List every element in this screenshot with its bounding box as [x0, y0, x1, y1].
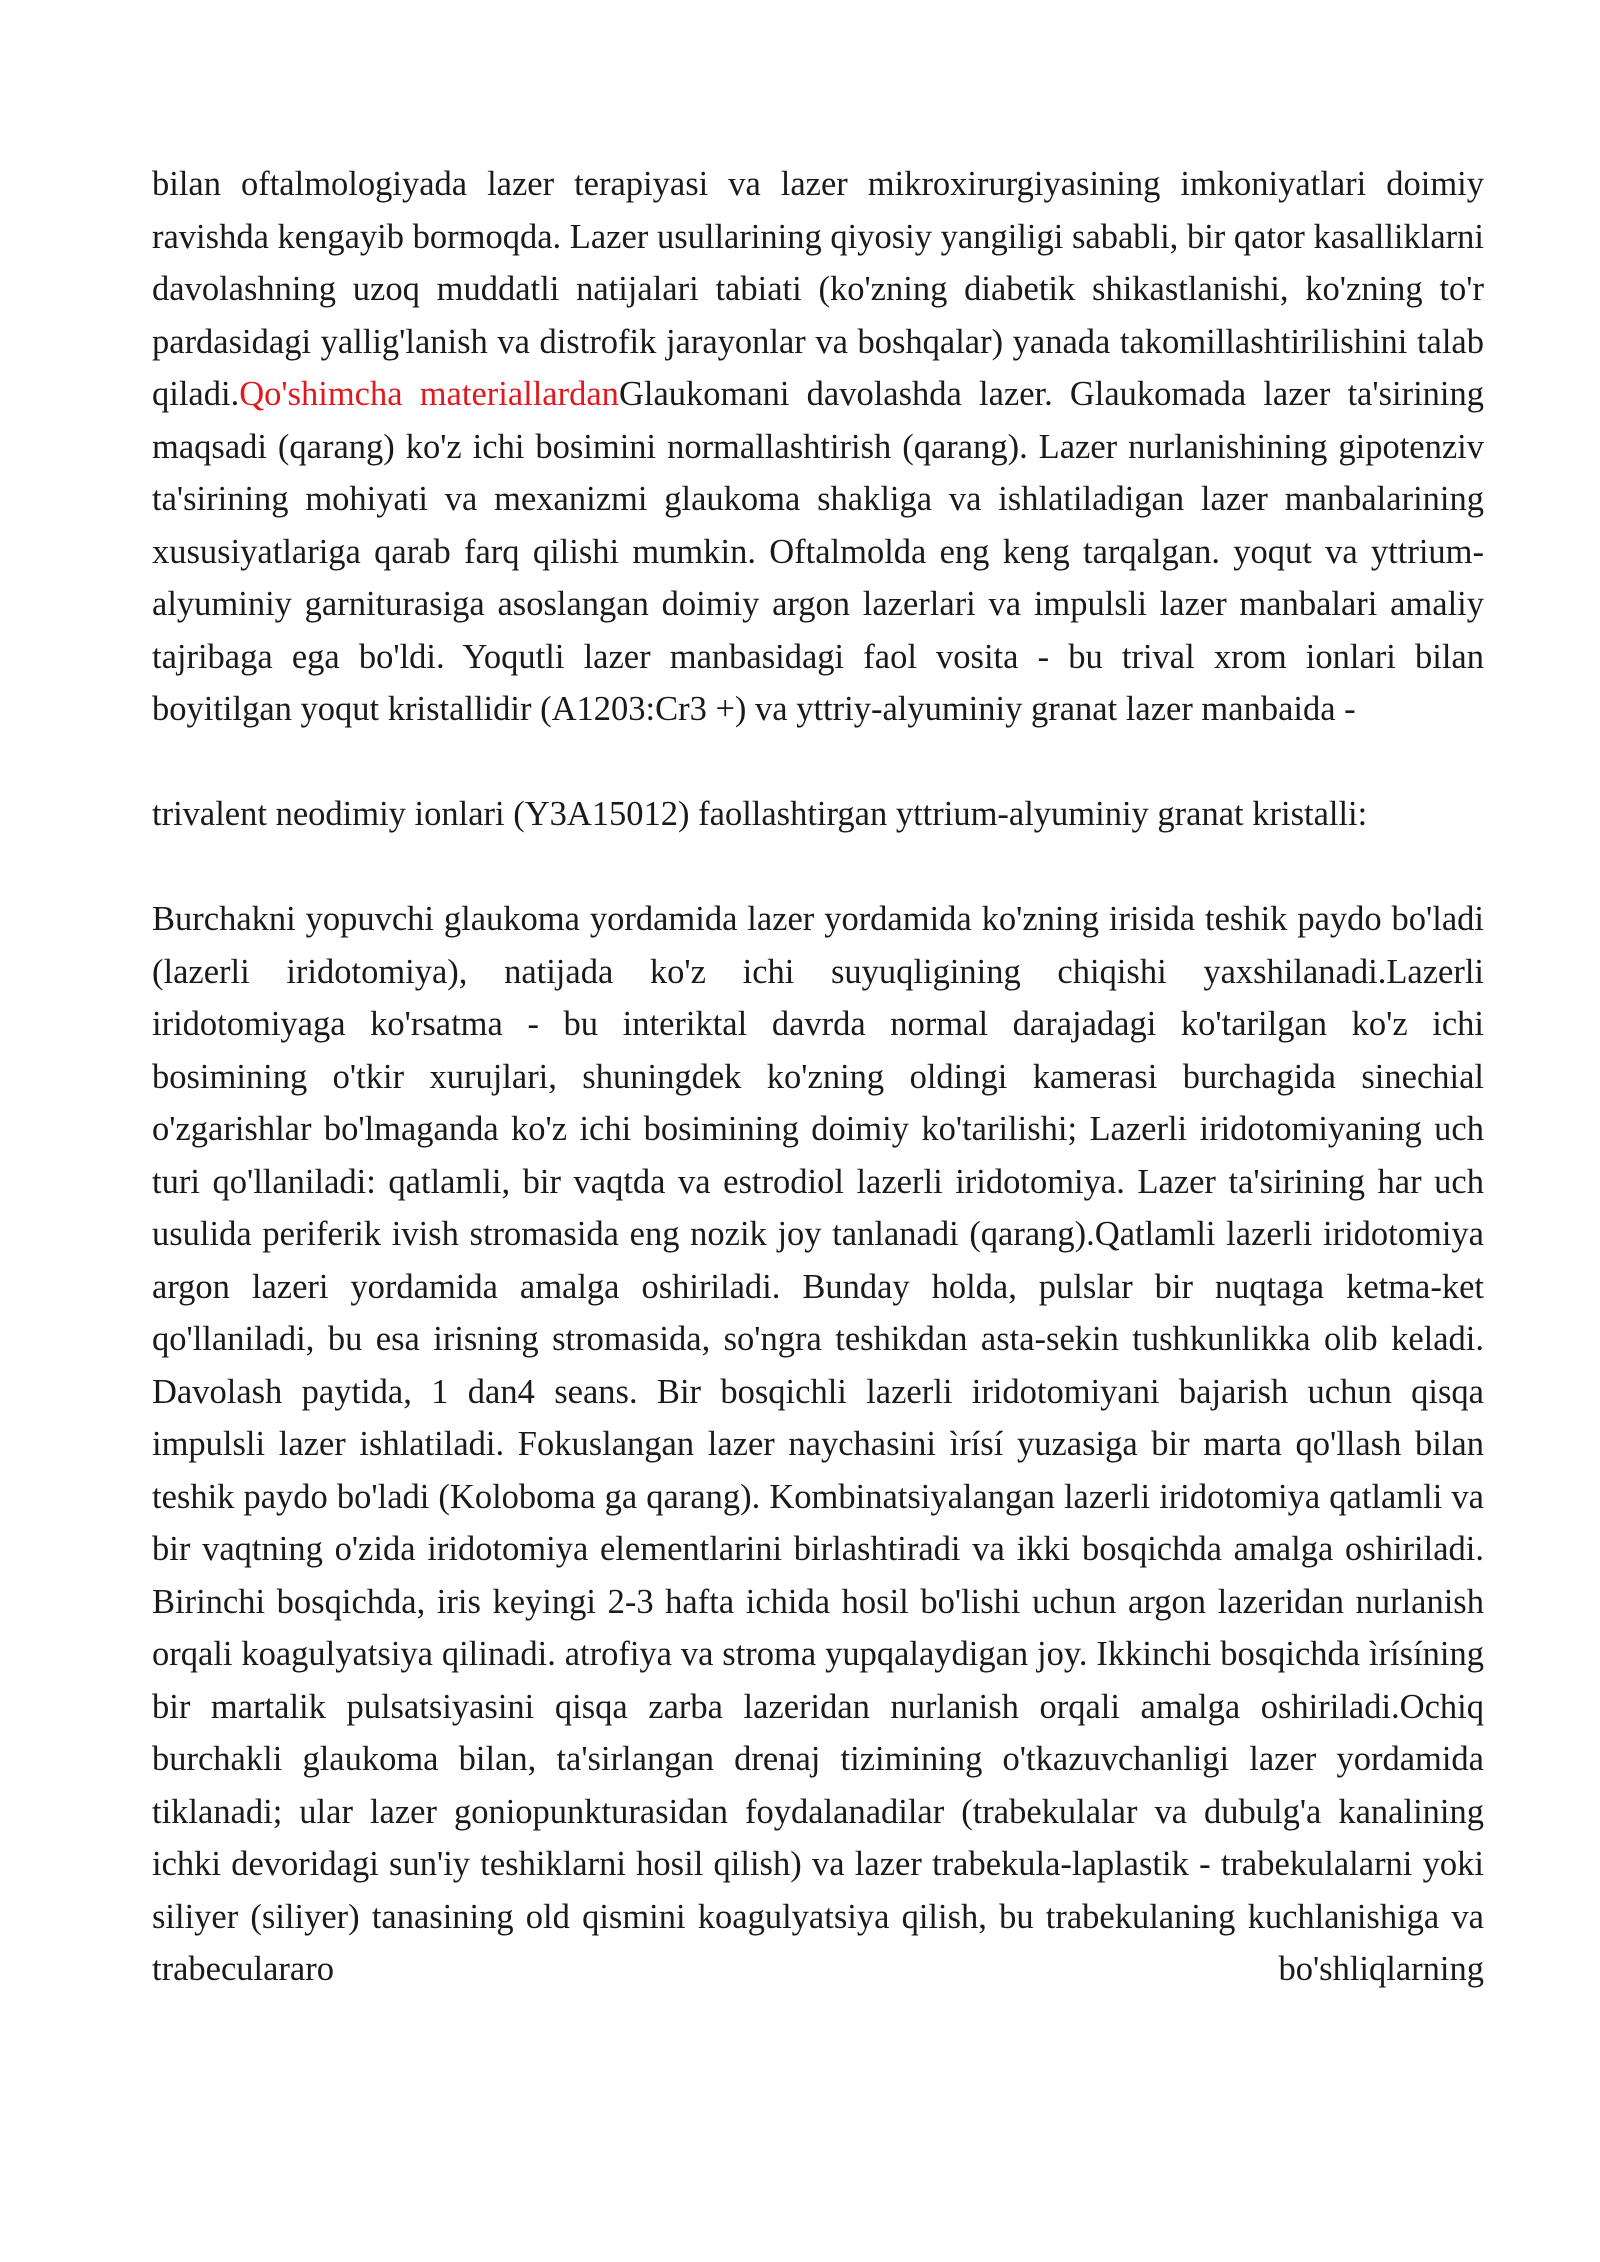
paragraph-spacer [152, 841, 1484, 894]
paragraph-text: Glaukomani davolashda lazer. Glaukomada lazer ta'sirining maqsadi (qarang) ko'z ichi bosimini normallashtirish (qarang). Lazer nurlanishining gipotenziv ta'sirining mohiyati va mexanizmi glaukoma shakliga va ishlatiladigan lazer manbalarining xususiyatlariga qarab farq qilishi mumkin. Oftalmolda eng keng tarqalgan. yoqut va yttrium-alyuminiy garniturasiga asoslangan doimiy argon lazerlari va impulsli lazer manbalari amaliy tajribaga ega bo'ldi. Yoqutli lazer manbasidagi faol vosita - bu trival xrom ionlari bilan boyitilgan yoqut kristallidir (A1203:Cr3 +) va yttriy-alyuminiy granat lazer manbaida - [152, 375, 1484, 728]
paragraph-spacer [152, 736, 1484, 789]
document-page [152, 158, 1484, 1996]
paragraph-iridotomy: Burchakni yopuvchi glaukoma yordamida lazer yordamida ko'zning irisida teshik paydo bo'ladi (lazerli iridotomiya), natijada ko'z ichi suyuqligining chiqishi yaxshilanadi.Lazerli iridotomiyaga ko'rsatma - bu interiktal davrda normal darajadagi ko'tarilgan ko'z ichi bosimining o'tkir xurujlari, shuningdek ko'zning oldingi kamerasi burchagida sinechial o'zgarishlar bo'lmaganda ko'z ichi bosimining doimiy ko'tarilishi; Lazerli iridotomiyaning uch turi qo'llaniladi: qatlamli, bir vaqtda va estrodiol lazerli iridotomiya. Lazer ta'sirining har uch usulida periferik ivish stromasida eng nozik joy tanlanadi (qarang).Qatlamli lazerli iridotomiya argon lazeri yordamida amalga oshiriladi. Bunday holda, pulslar bir nuqtaga ketma-ket qo'llaniladi, bu esa irisning stromasida, so'ngra teshikdan asta-sekin tushkunlikka olib keladi. Davolash paytida, 1 dan4 seans. Bir bosqichli lazerli iridotomiyani bajarish uchun qisqa impulsli lazer ishlatiladi. Fokuslangan lazer naychasini ìrísí yuzasiga bir marta qo'llash bilan teshik paydo bo'ladi (Koloboma ga qarang). Kombinatsiyalangan lazerli iridotomiya qatlamli va bir vaqtning o'zida iridotomiya elementlarini birlashtiradi va ikki bosqichda amalga oshiriladi. Birinchi bosqichda, iris keyingi 2-3 hafta ichida hosil bo'lishi uchun argon lazeridan nurlanish orqali koagulyatsiya qilinadi. atrofiya va stroma yupqalaydigan joy. Ikkinchi bosqichda ìrísíning bir martalik pulsatsiyasini qisqa zarba lazeridan nurlanish orqali amalga oshiriladi.Ochiq burchakli glaukoma bilan, ta'sirlangan drenaj tizimining o'tkazuvchanligi lazer yordamida tiklanadi; ular lazer goniopunkturasidan foydalanadilar (trabekulalar va dubulg'a kanalining ichki devoridagi sun'iy teshiklarni hosil qilish) va lazer trabekula-laplastik - trabekulalarni yoki siliyer (siliyer) tanasining old qismini koagulyatsiya qilish, bu trabekulaning kuchlanishiga va trabeculararo bo'shliqlarning [152, 900, 1484, 1988]
additional-materials-link[interactable]: Qo'shimcha materiallardan [239, 375, 619, 413]
paragraph-laser-glaucoma [152, 158, 1484, 736]
paragraph-neodymium: trivalent neodimiy ionlari (Y3A15012) faollashtirgan yttrium-alyuminiy granat kristalli: [152, 795, 1368, 833]
paragraph-text: bilan oftalmologiyada lazer terapiyasi va lazer mikroxirurgiyasining imkoniyatlari doimiy ravishda kengayib bormoqda. Lazer usullarining qiyosiy yangiligi sababli, bir qator kasalliklarni davolashning uzoq muddatli natijalari tabiati (ko'zning diabetik shikastlanishi, ko'zning to'r pardasidagi yallig'lanish va distrofik jarayonlar va boshqalar) yanada takomillashtirilishini talab qiladi. [152, 165, 1484, 413]
